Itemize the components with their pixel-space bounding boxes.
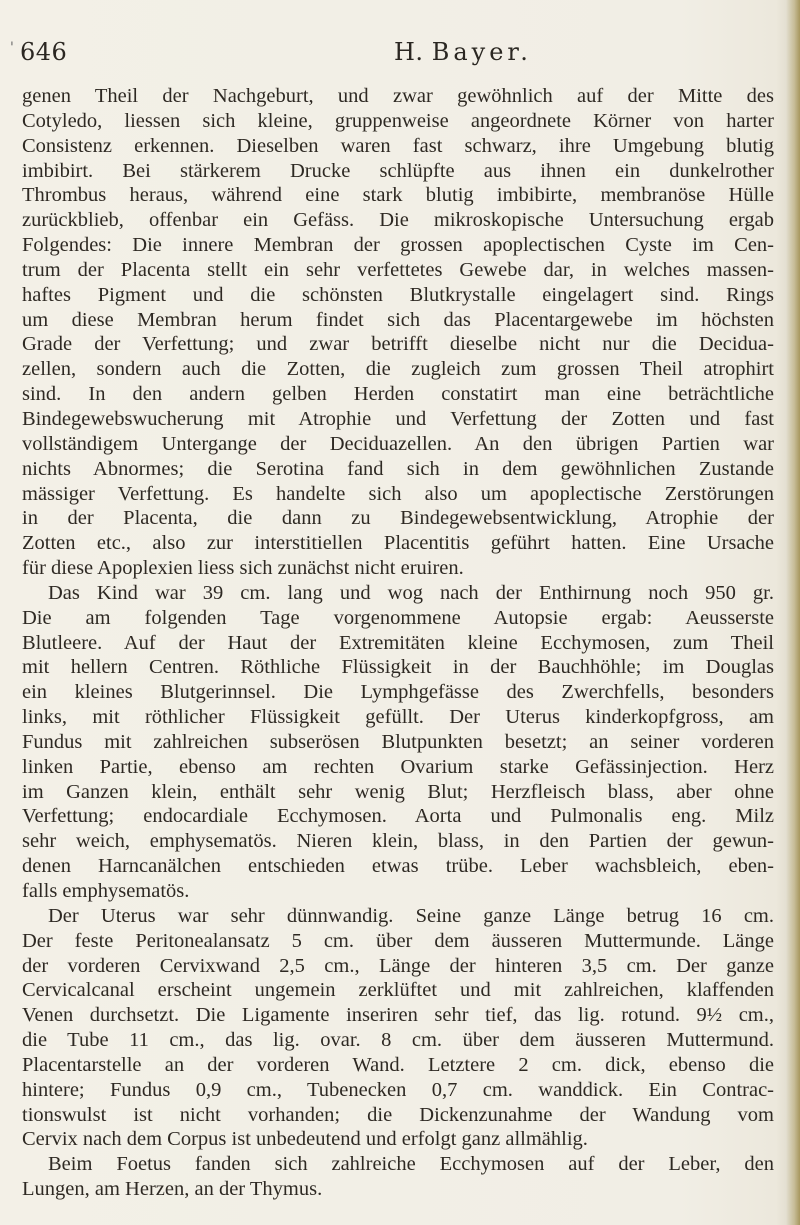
- text-line: mit hellern Centren. Röthliche Flüssigkeit in der Bauchhöhle; im Douglas: [22, 656, 774, 679]
- text-line: Venen durchsetzt. Die Ligamente inseriren sehr tief, das lig. rotund. 9½ cm.,: [22, 1004, 774, 1027]
- text-line: hintere; Fundus 0,9 cm., Tubenecken 0,7 cm. wanddick. Ein Contrac-: [22, 1078, 774, 1101]
- text-line: Beim Foetus fanden sich zahlreiche Ecchymosen auf der Leber, den: [48, 1153, 774, 1176]
- text-line: Cervix nach dem Corpus ist unbedeutend und erfolgt ganz allmählig.: [22, 1128, 588, 1151]
- text-line: trum der Placenta stellt ein sehr verfettetes Gewebe dar, in welches massen-: [22, 258, 774, 281]
- running-title: [394, 38, 532, 66]
- text-line: im Ganzen klein, enthält sehr wenig Blut; Herzfleisch blass, aber ohne: [22, 780, 774, 803]
- text-line: Lungen, am Herzen, an der Thymus.: [22, 1178, 323, 1201]
- text-line: Grade der Verfettung; und zwar betrifft dieselbe nicht nur die Decidua-: [22, 333, 774, 356]
- text-line: falls emphysematös.: [22, 880, 190, 902]
- text-line: links, mit röthlicher Flüssigkeit gefüllt. Der Uterus kinderkopfgross, am: [22, 706, 774, 729]
- text-line: Cervicalcanal erscheint ungemein zerklüftet und mit zahlreichen, klaffenden: [22, 979, 774, 1002]
- body-text: [22, 84, 774, 1202]
- text-line: zellen, sondern auch die Zotten, die zugleich zum grossen Theil atrophirt: [22, 358, 774, 381]
- text-line: Der Uterus war sehr dünnwandig. Seine ganze Länge betrug 16 cm.: [48, 904, 774, 927]
- text-line: Das Kind war 39 cm. lang und wog nach der Enthirnung noch 950 gr.: [48, 581, 774, 604]
- text-line: ein kleines Blutgerinnsel. Die Lymphgefässe des Zwerchfells, besonders: [22, 681, 774, 704]
- author-name: Bayer.: [431, 38, 532, 66]
- text-line: sind. In den andern gelben Herden constatirt man eine beträchtliche: [22, 383, 774, 406]
- text-line: Fundus mit zahlreichen subserösen Blutpunkten besetzt; an seiner vorderen: [22, 730, 774, 753]
- text-line: Zotten etc., also zur interstitiellen Placentitis geführt hatten. Eine Ursache: [22, 532, 774, 555]
- text-line: Placentarstelle an der vorderen Wand. Letztere 2 cm. dick, ebenso die: [22, 1053, 774, 1076]
- text-line: mässiger Verfettung. Es handelte sich also um apoplectische Zerstörungen: [22, 482, 774, 505]
- text-line: um diese Membran herum findet sich das Placentargewebe im höchsten: [22, 308, 774, 331]
- text-line: nichts Abnormes; die Serotina fand sich in dem gewöhnlichen Zustande: [22, 457, 774, 480]
- author-initial: H.: [394, 38, 424, 66]
- text-line: die Tube 11 cm., das lig. ovar. 8 cm. über dem äusseren Muttermund.: [22, 1029, 774, 1052]
- text-line: Die am folgenden Tage vorgenommene Autopsie ergab: Aeusserste: [22, 606, 774, 629]
- text-line: Thrombus heraus, während eine stark blutig imbibirte, membranöse Hülle: [22, 184, 774, 207]
- running-head: [20, 38, 780, 70]
- text-line: für diese Apoplexien liess sich zunächst nicht eruiren.: [22, 557, 464, 580]
- text-line: haftes Pigment und die schönsten Blutkrystalle eingelagert sind. Rings: [22, 283, 774, 306]
- text-line: Verfettung; endocardiale Ecchymosen. Aorta und Pulmonalis eng. Milz: [22, 805, 774, 828]
- text-line: denen Harncanälchen entschieden etwas trübe. Leber wachsbleich, eben-: [22, 855, 774, 878]
- text-line: sehr weich, emphysematös. Nieren klein, blass, in den Partien der gewun-: [22, 830, 774, 853]
- text-line: Cotyledo, liessen sich kleine, gruppenweise angeordnete Körner von harter: [22, 109, 774, 132]
- text-line: Folgendes: Die innere Membran der grossen apoplectischen Cyste im Cen-: [22, 234, 774, 257]
- text-line: zurückblieb, offenbar ein Gefäss. Die mikroskopische Untersuchung ergab: [22, 209, 774, 232]
- text-line: Blutleere. Auf der Haut der Extremitäten kleine Ecchymosen, zum Theil: [22, 631, 774, 654]
- text-line: linken Partie, ebenso am rechten Ovarium starke Gefässinjection. Herz: [22, 755, 774, 778]
- text-line: genen Theil der Nachgeburt, und zwar gewöhnlich auf der Mitte des: [22, 85, 774, 107]
- text-line: Consistenz erkennen. Dieselben waren fast schwarz, ihre Umgebung blutig: [22, 134, 774, 157]
- text-line: Der feste Peritonealansatz 5 cm. über dem äusseren Muttermunde. Länge: [22, 929, 774, 952]
- text-line: der vorderen Cervixwand 2,5 cm., Länge der hinteren 3,5 cm. Der ganze: [22, 954, 774, 977]
- text-line: Bindegewebswucherung mit Atrophie und Verfettung der Zotten und fast: [22, 407, 774, 430]
- text-line: imbibirt. Bei stärkerem Drucke schlüpfte aus ihnen ein dunkelrother: [22, 159, 774, 182]
- text-line: vollständigem Untergange der Deciduazellen. An den übrigen Partien war: [22, 432, 774, 455]
- text-line: in der Placenta, die dann zu Bindegewebsentwicklung, Atrophie der: [22, 507, 774, 530]
- page-edge-shadow: [786, 0, 800, 1225]
- page-number: ' 646: [20, 38, 67, 66]
- text-line: tionswulst ist nicht vorhanden; die Dickenzunahme der Wandung vom: [22, 1103, 774, 1126]
